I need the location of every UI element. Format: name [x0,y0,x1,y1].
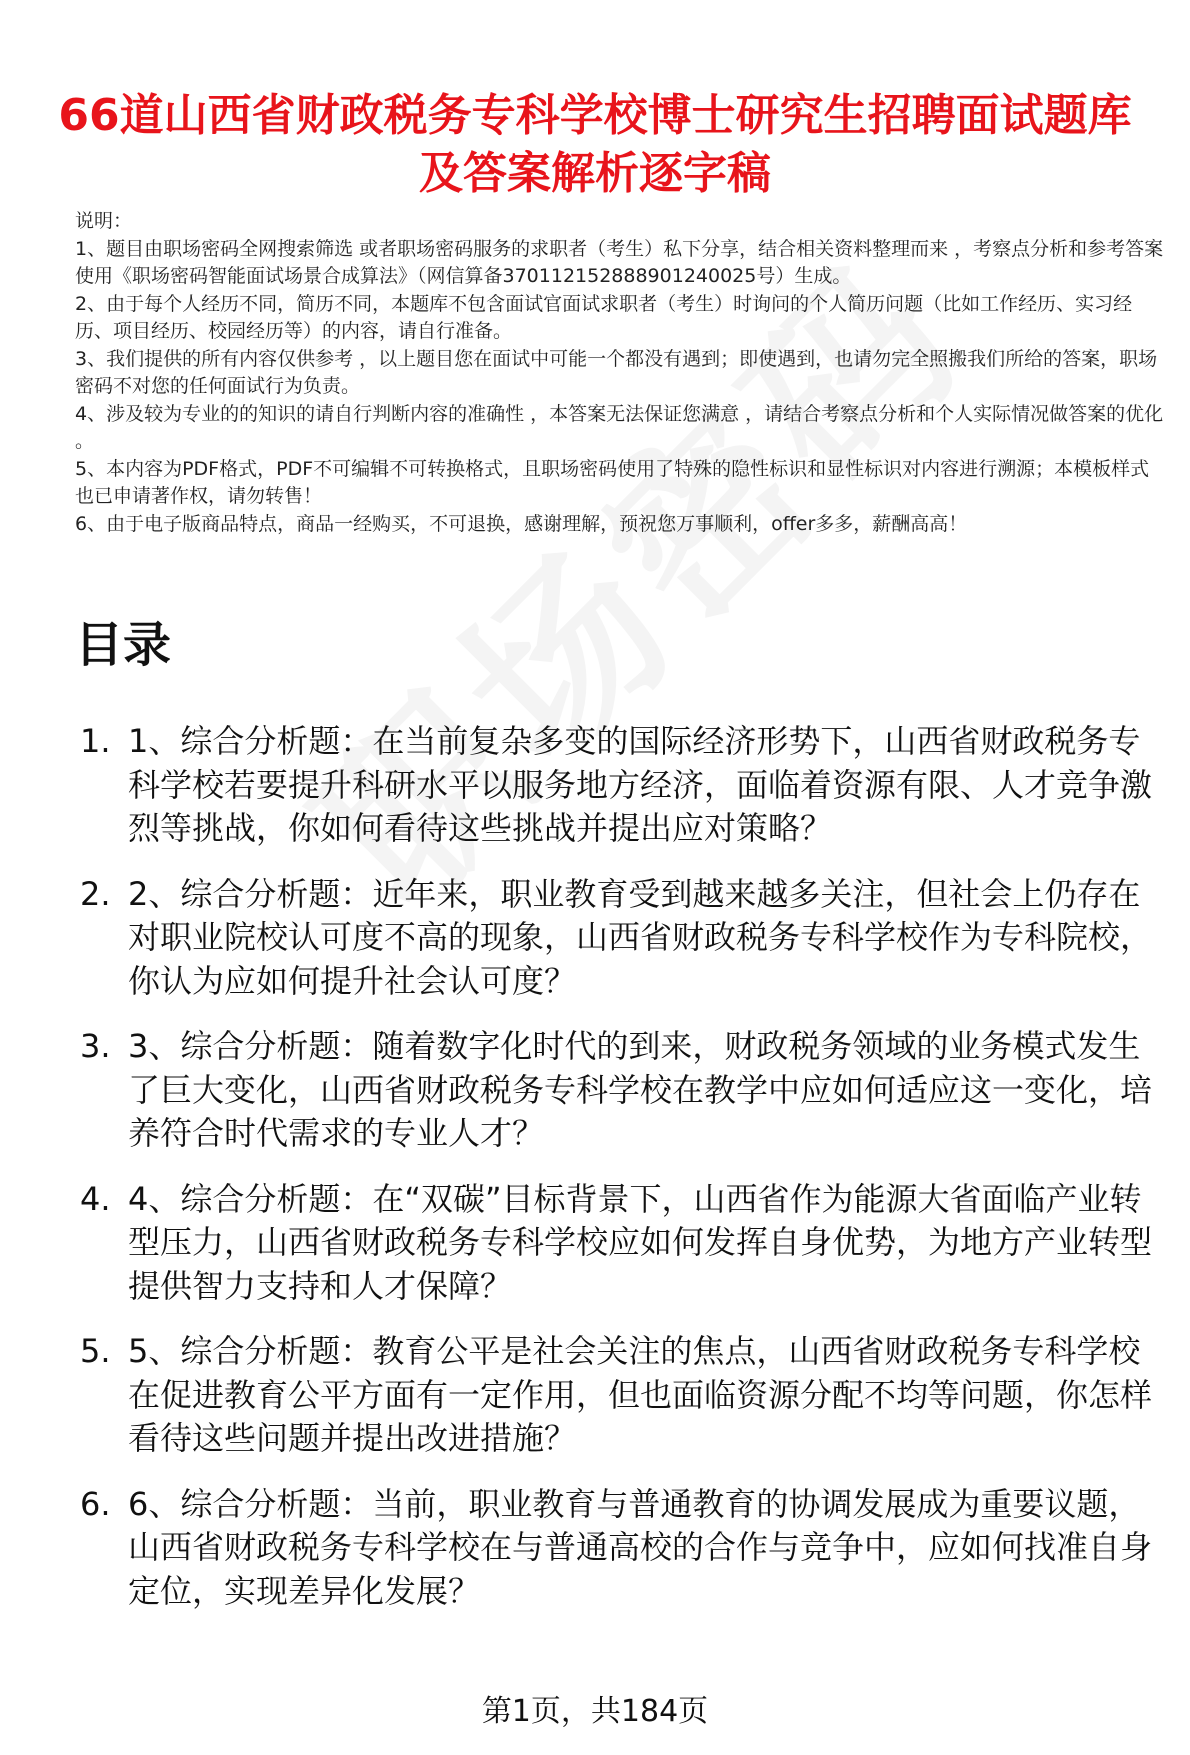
toc-item[interactable] [75,1178,1165,1309]
table-of-contents [75,720,1165,1635]
toc-item[interactable] [75,1025,1165,1156]
toc-item-number: 5. [80,1332,111,1370]
toc-item[interactable] [75,873,1165,1004]
toc-item-number: 6. [80,1484,111,1523]
note-item: 4、涉及较为专业的的知识的请自行判断内容的准确性 ，本答案无法保证您满意 ，请结合考察点分析和个人实际情况做答案的优化 。 [75,402,1164,452]
toc-item-text[interactable]: 3、综合分析题：随着数字化时代的到来，财政税务领域的业务模式发生了巨大变化，山西省财政税务专科学校在教学中应如何适应这一变化，培养符合时代需求的专业人才？ [128,1027,1153,1152]
note-item: 6、由于电子版商品特点，商品一经购买，不可退换，感谢理解，预祝您万事顺利，offer多多，薪酬高高！ [75,512,968,535]
note-item: 2、由于每个人经历不同，简历不同，本题库不包含面试官面试求职者（考生）时询问的个人简历问题（比如工作经历、实习经历、项目经历、校园经历等）的内容，请自行准备。 [75,292,1133,342]
toc-item-number: 2. [80,874,111,913]
note-item: 1、题目由职场密码全网搜索筛选 或者职场密码服务的求职者（考生）私下分享，结合相关资料整理而来 ，考察点分析和参考答案使用《职场密码智能面试场景合成算法》（网信算备370112152888901240025号）生成。 [75,237,1164,287]
note-item: 5、本内容为PDF格式，PDF不可编辑不可转换格式，且职场密码使用了特殊的隐性标识和显性标识对内容进行溯源；本模板样式也已申请著作权，请勿转售！ [75,457,1150,507]
notes-section [75,208,1165,538]
toc-item-text[interactable]: 1、综合分析题：在当前复杂多变的国际经济形势下，山西省财政税务专科学校若要提升科研水平以服务地方经济，面临着资源有限、人才竞争激烈等挑战，你如何看待这些挑战并提出应对策略？ [128,722,1153,847]
toc-item-number: 1. [80,722,111,760]
toc-item[interactable] [75,1483,1165,1614]
toc-heading: 目录 [75,617,172,673]
toc-item-number: 4. [80,1179,111,1218]
toc-item-text[interactable]: 4、综合分析题：在“双碳”目标背景下，山西省作为能源大省面临产业转型压力，山西省财政税务专科学校应如何发挥自身优势，为地方产业转型提供智力支持和人才保障？ [128,1179,1153,1305]
toc-item-text[interactable]: 5、综合分析题：教育公平是社会关注的焦点，山西省财政税务专科学校在促进教育公平方面有一定作用，但也面临资源分配不均等问题，你怎样看待这些问题并提出改进措施？ [128,1332,1153,1457]
toc-item[interactable] [75,1330,1165,1461]
notes-heading: 说明： [75,210,133,232]
toc-item-text[interactable]: 2、综合分析题：近年来，职业教育受到越来越多关注，但社会上仍存在对职业院校认可度不高的现象，山西省财政税务专科学校作为专科院校，你认为应如何提升社会认可度？ [128,874,1153,1000]
page-title: 66道山西省财政税务专科学校博士研究生招聘面试题库及答案解析逐字稿 [58,90,1132,200]
toc-item-number: 3. [80,1027,111,1065]
toc-item-text[interactable]: 6、综合分析题：当前，职业教育与普通教育的协调发展成为重要议题，山西省财政税务专科学校在与普通高校的合作与竞争中，应如何找准自身定位，实现差异化发展？ [128,1484,1153,1610]
page-footer: 第1页，共184页 [481,1694,709,1729]
toc-item[interactable] [75,720,1165,851]
note-item: 3、我们提供的所有内容仅供参考 ，以上题目您在面试中可能一个都没有遇到；即使遇到，也请勿完全照搬我们所给的答案，职场密码不对您的任何面试行为负责。 [75,347,1158,397]
